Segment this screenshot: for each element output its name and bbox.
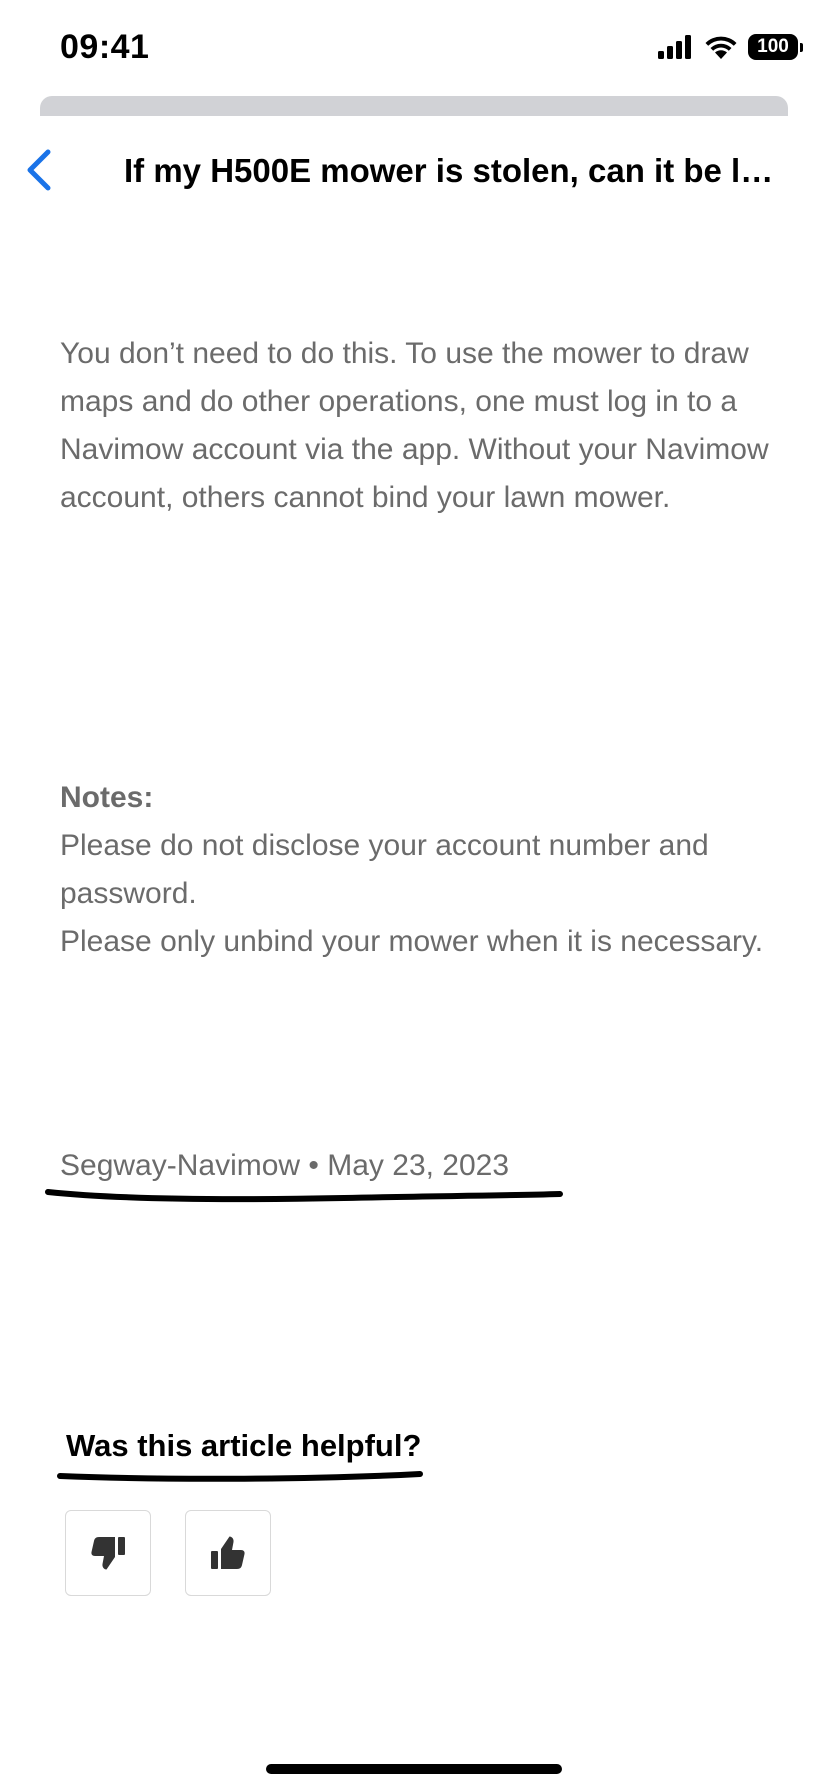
thumbs-down-icon <box>89 1535 127 1571</box>
page-title: If my H500E mower is stolen, can it be l… <box>124 152 774 189</box>
thumbs-up-icon <box>209 1535 247 1571</box>
signal-icon <box>658 35 694 59</box>
thumbs-down-button[interactable] <box>65 1510 151 1596</box>
article-paragraph: You don’t need to do this. To use the mower to draw maps and do other operations, one must log in to a Navimow account via the app. Without your Navimow account, others cannot bind your lawn mower. <box>60 337 769 514</box>
thumbs-up-button[interactable] <box>185 1510 271 1596</box>
feedback-question: Was this article helpful? <box>66 1428 422 1463</box>
back-button[interactable] <box>20 146 60 194</box>
sheet-handle <box>40 96 788 116</box>
handwritten-underline <box>56 1464 436 1488</box>
wifi-icon <box>704 35 738 59</box>
status-bar <box>0 0 828 100</box>
battery-level: 100 <box>757 36 789 57</box>
notes-section <box>60 774 780 966</box>
note-item: Please do not disclose your account number and password. <box>60 829 709 910</box>
status-time: 09:41 <box>60 28 150 66</box>
note-item: Please only unbind your mower when it is necessary. <box>60 925 764 958</box>
chevron-left-icon <box>20 146 60 194</box>
article-meta: Segway-Navimow • May 23, 2023 <box>60 1149 510 1182</box>
notes-heading: Notes: <box>60 781 154 814</box>
nav-bar <box>0 130 828 210</box>
home-indicator[interactable] <box>266 1764 562 1774</box>
status-icons <box>658 34 798 60</box>
handwritten-underline <box>44 1178 564 1208</box>
feedback-buttons <box>65 1510 271 1596</box>
article-body <box>60 330 780 522</box>
battery-icon <box>748 34 798 60</box>
